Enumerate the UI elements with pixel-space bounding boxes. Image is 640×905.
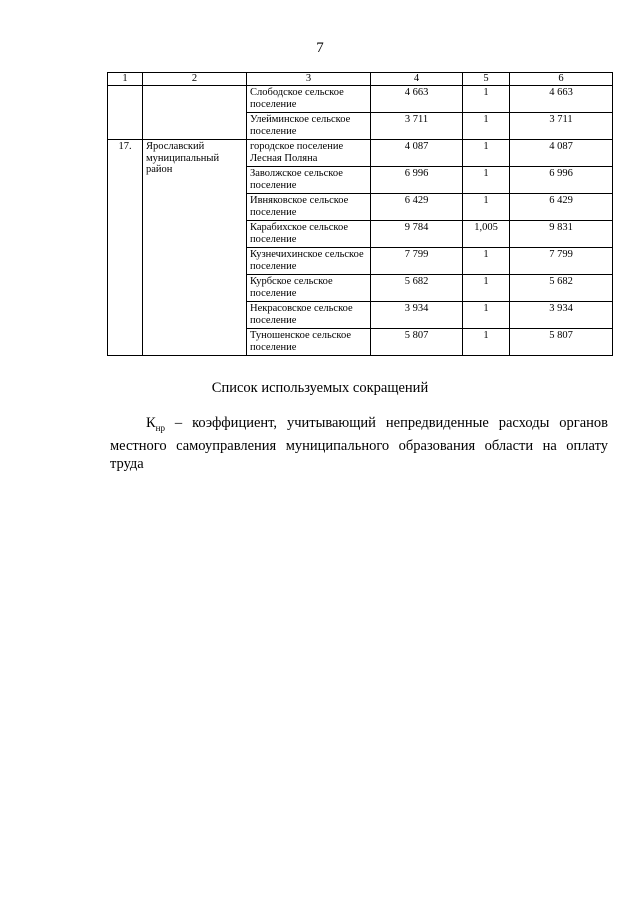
- value-col6: 6 429: [510, 194, 613, 221]
- settlement-name: Заволжское сельское поселение: [247, 167, 371, 194]
- coefficient-col5: 1,005: [463, 221, 510, 248]
- settlement-name: Ивняковское сельское поселение: [247, 194, 371, 221]
- value-col4: 5 807: [371, 329, 463, 356]
- table-header-row: [108, 73, 613, 86]
- value-col4: 3 934: [371, 302, 463, 329]
- settlement-name: Карабихское сельское поселение: [247, 221, 371, 248]
- value-col6: 5 682: [510, 275, 613, 302]
- value-col4: 3 711: [371, 113, 463, 140]
- coefficient-col5: 1: [463, 194, 510, 221]
- value-col4: 5 682: [371, 275, 463, 302]
- value-col6: 5 807: [510, 329, 613, 356]
- settlement-name: Кузнечихинское сельское поселение: [247, 248, 371, 275]
- district-cell: [143, 86, 247, 140]
- value-col6: 4 087: [510, 140, 613, 167]
- header-cell: 5: [463, 73, 510, 86]
- value-col4: 9 784: [371, 221, 463, 248]
- value-col6: 3 711: [510, 113, 613, 140]
- abbreviation-symbol: К: [146, 415, 156, 431]
- coefficient-col5: 1: [463, 329, 510, 356]
- num-cell: 17.: [108, 140, 143, 356]
- abbreviation-symbol-subscript: нр: [155, 422, 165, 433]
- coefficient-col5: 1: [463, 248, 510, 275]
- header-cell: 4: [371, 73, 463, 86]
- header-cell: 1: [108, 73, 143, 86]
- coefficient-col5: 1: [463, 113, 510, 140]
- page-number: 7: [316, 40, 324, 56]
- settlement-name: Некрасовское сельское поселение: [247, 302, 371, 329]
- value-col4: 6 996: [371, 167, 463, 194]
- abbreviation-definition: [110, 414, 608, 473]
- settlement-name: Улейминское сельское поселение: [247, 113, 371, 140]
- district-cell: Ярославский муниципальный район: [143, 140, 247, 356]
- value-col6: 9 831: [510, 221, 613, 248]
- value-col4: 6 429: [371, 194, 463, 221]
- num-cell: [108, 86, 143, 140]
- coefficient-col5: 1: [463, 167, 510, 194]
- value-col6: 3 934: [510, 302, 613, 329]
- coefficient-col5: 1: [463, 140, 510, 167]
- settlement-name: Курбское сельское поселение: [247, 275, 371, 302]
- table-row: [108, 86, 613, 113]
- coefficient-col5: 1: [463, 302, 510, 329]
- value-col6: 7 799: [510, 248, 613, 275]
- value-col4: 4 663: [371, 86, 463, 113]
- value-col6: 4 663: [510, 86, 613, 113]
- table-row: [108, 140, 613, 167]
- coefficient-col5: 1: [463, 86, 510, 113]
- header-cell: 3: [247, 73, 371, 86]
- value-col4: 7 799: [371, 248, 463, 275]
- settlement-name: Слободское сельское поселение: [247, 86, 371, 113]
- settlement-name: городское поселение Лесная Поляна: [247, 140, 371, 167]
- abbreviation-text: – коэффициент, учитывающий непредвиденные расходы органов местного самоуправления муниципального образования области на оплату труда: [110, 415, 608, 472]
- value-col6: 6 996: [510, 167, 613, 194]
- abbreviations-title: Список используемых сокращений: [211, 380, 429, 396]
- coefficient-col5: 1: [463, 275, 510, 302]
- settlement-name: Туношенское сельское поселение: [247, 329, 371, 356]
- header-cell: 6: [510, 73, 613, 86]
- allocation-table: [107, 72, 613, 356]
- header-cell: 2: [143, 73, 247, 86]
- value-col4: 4 087: [371, 140, 463, 167]
